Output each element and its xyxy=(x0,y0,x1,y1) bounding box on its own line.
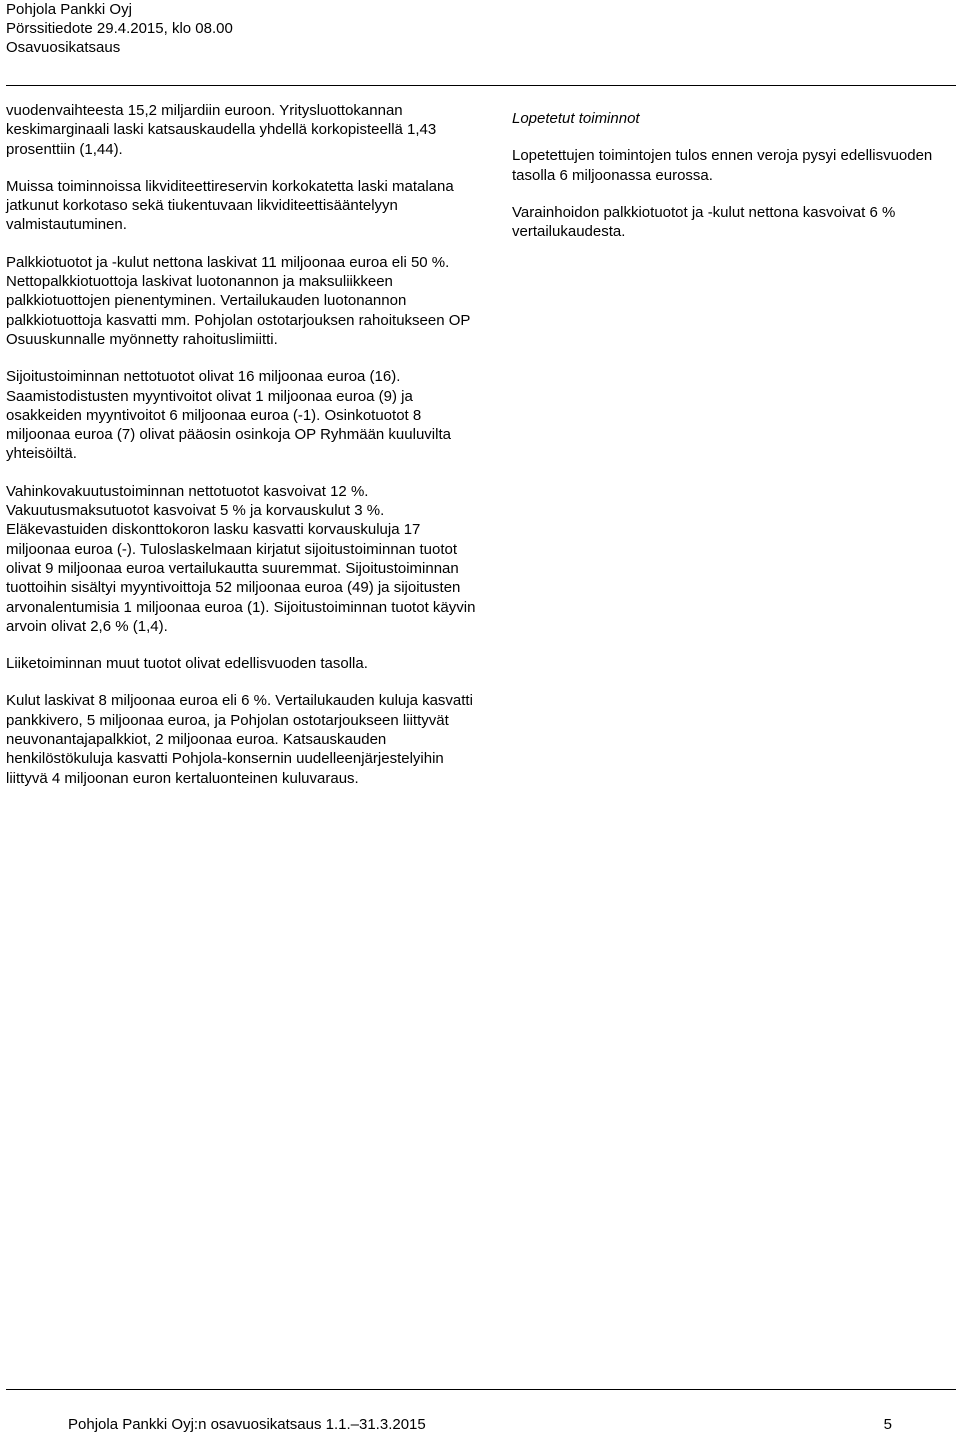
right-column xyxy=(512,101,952,259)
header-release: Pörssitiedote 29.4.2015, klo 08.00 xyxy=(6,20,233,37)
paragraph: Sijoitustoiminnan nettotuotot olivat 16 miljoonaa euroa (16). Saamistodistusten myyntivoitot olivat 1 miljoonaa euroa (9) ja osakkeiden myyntivoitot 6 miljoonaa euroa (-1). Osinkotuotot 8 miljoonaa euroa (7) olivat pääosin osinkoja OP Ryhmään kuuluvilta yhteisöiltä. xyxy=(6,368,451,463)
footer-title: Pohjola Pankki Oyj:n osavuosikatsaus 1.1.–31.3.2015 xyxy=(68,1416,426,1433)
header-doc-type: Osavuosikatsaus xyxy=(6,39,121,56)
header-company: Pohjola Pankki Oyj xyxy=(6,1,132,18)
paragraph: Lopetettujen toimintojen tulos ennen veroja pysyi edellisvuoden tasolla 6 miljoonassa eurossa. xyxy=(512,147,933,184)
paragraph: Liiketoiminnan muut tuotot olivat edellisvuoden tasolla. xyxy=(6,655,368,673)
paragraph: Palkkiotuotot ja -kulut nettona laskivat 11 miljoonaa euroa eli 50 %. Nettopalkkiotuottoja laskivat luotonannon ja maksuliikkeen palkkiotuottojen pienentyminen. Vertailukauden luotonannon palkkiotuottoja kasvatti mm. Pohjolan ostotarjouksen rahoitukseen OP Osuuskunnalle myönnetty rahoituslimiitti. xyxy=(6,253,471,348)
paragraph: Vahinkovakuutustoiminnan nettotuotot kasvoivat 12 %. Vakuutusmaksutuotot kasvoivat 5 % ja korvauskulut 3 %. Eläkevastuiden diskonttokoron lasku kasvatti korvauskuluja 17 miljoonaa euroa (-). Tuloslaskelmaan kirjatut sijoitustoiminnan tuotot olivat 9 miljoonaa euroa vertailukautta suuremmat. Sijoitustoiminnan tuottoihin sisältyi myyntivoittoja 52 miljoonaa euroa (49) ja sijoitusten arvonalentumisia 1 miljoonaa euroa (1). Sijoitustoiminnan tuotot käyvin arvoin olivat 2,6 % (1,4). xyxy=(6,482,476,635)
paragraph: Muissa toiminnoissa likviditeettireservin korkokatetta laski matalana jatkunut korkotaso sekä tiukentuvaan likviditeettisääntelyyn valmistautuminen. xyxy=(6,177,454,234)
footer-divider xyxy=(6,1389,956,1390)
left-column xyxy=(6,101,476,806)
header-divider xyxy=(6,85,956,86)
page-header xyxy=(6,0,956,57)
paragraph: vuodenvaihteesta 15,2 miljardiin euroon. Yritysluottokannan keskimarginaali laski katsauskaudella yhdellä korkopisteellä 1,43 prosenttiin (1,44). xyxy=(6,102,437,158)
section-heading: Lopetetut toiminnot xyxy=(512,110,640,127)
paragraph: Kulut laskivat 8 miljoonaa euroa eli 6 %. Vertailukauden kuluja kasvatti pankkivero, 5 miljoonaa euroa, ja Pohjolan ostotarjoukseen liittyvät neuvonantajapalkkiot, 2 miljoonaa euroa. Katsauskauden henkilöstökuluja kasvatti Pohjola-konsernin uudelleenjärjestelyihin liittyvä 4 miljoonan euron kertaluonteinen kuluvaraus. xyxy=(6,692,473,787)
page-number: 5 xyxy=(883,1416,892,1433)
paragraph: Varainhoidon palkkiotuotot ja -kulut nettona kasvoivat 6 % vertailukaudesta. xyxy=(512,203,896,241)
